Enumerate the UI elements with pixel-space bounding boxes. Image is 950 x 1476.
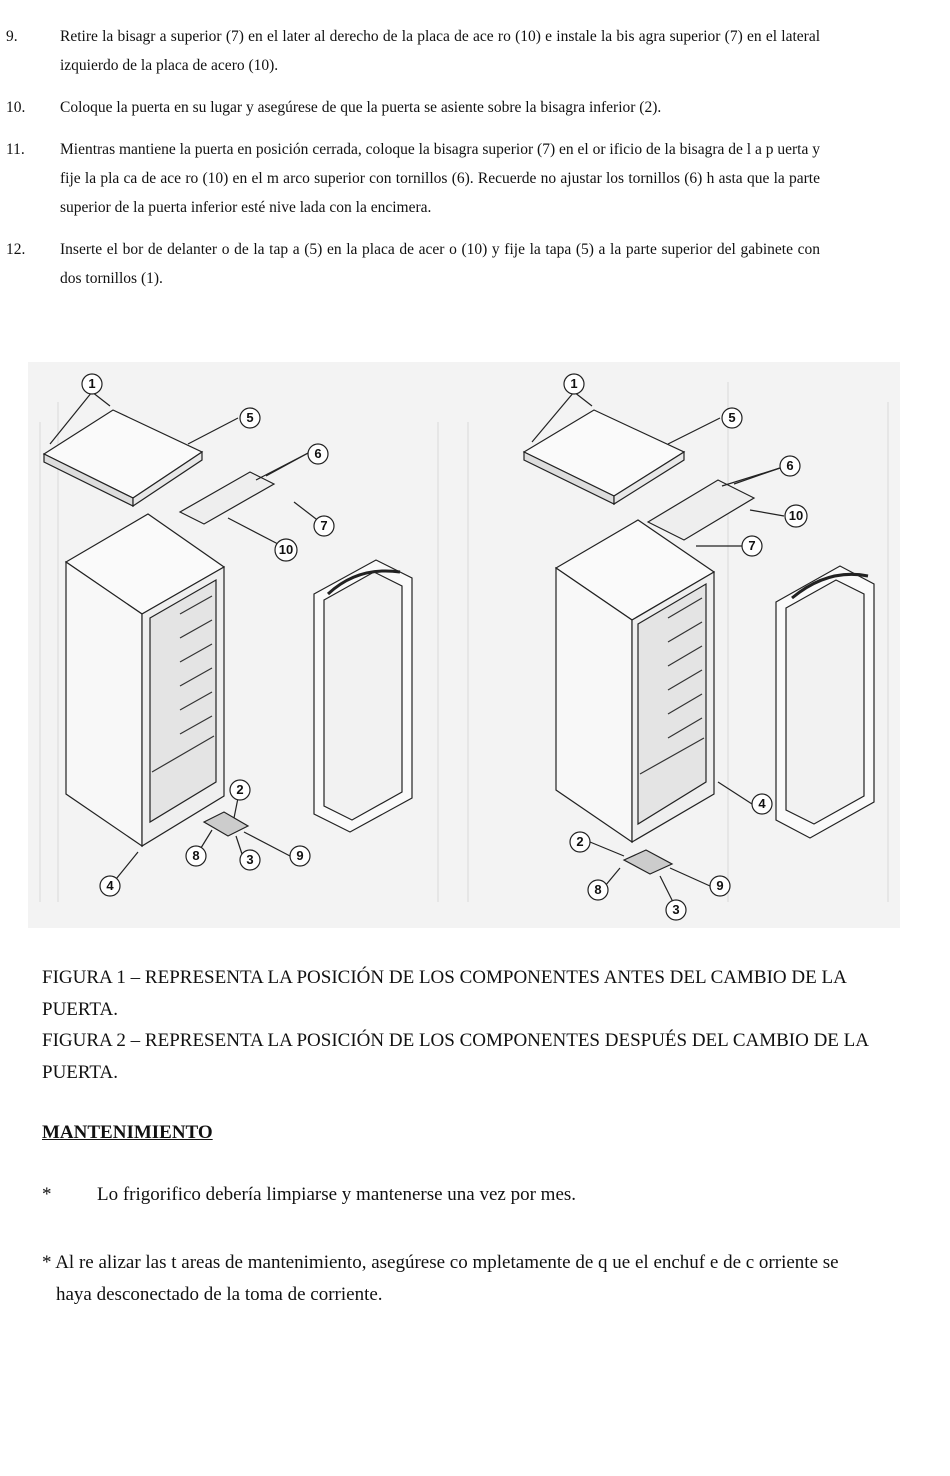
step-number: 11. xyxy=(6,141,25,158)
caption-figure-2: FIGURA 2 – REPRESENTA LA POSICIÓN DE LOS COMPONENTES DESPUÉS DEL CAMBIO DE LA PUERTA. xyxy=(42,1030,868,1083)
step-text: Inserte el bor de delanter o de la tap a (5) en la placa de acer o (10) y fije la tapa (5) a la parte superior del gabinete con dos tornillos (1). xyxy=(60,241,820,287)
svg-text:1: 1 xyxy=(88,376,96,391)
svg-text:4: 4 xyxy=(106,878,114,893)
maintenance-bullet-2 xyxy=(42,1247,932,1311)
svg-text:6: 6 xyxy=(314,446,322,461)
step-10 xyxy=(0,93,820,122)
bullet-text: Lo frigorifico debería limpiarse y mantenerse una vez por mes. xyxy=(97,1184,577,1205)
step-number: 10. xyxy=(6,99,26,116)
svg-text:10: 10 xyxy=(788,508,804,523)
step-11 xyxy=(0,135,820,222)
svg-text:4: 4 xyxy=(758,796,766,811)
caption-figure-1: FIGURA 1 – REPRESENTA LA POSICIÓN DE LOS COMPONENTES ANTES DEL CAMBIO DE LA PUERTA. xyxy=(42,967,846,1020)
svg-text:2: 2 xyxy=(576,834,584,849)
svg-text:8: 8 xyxy=(594,882,602,897)
svg-text:7: 7 xyxy=(320,518,328,533)
svg-text:5: 5 xyxy=(246,410,254,425)
svg-text:10: 10 xyxy=(278,542,294,557)
step-number: 9. xyxy=(6,28,18,45)
bullet-text-line-2: haya desconectado de la toma de corriente. xyxy=(56,1284,383,1305)
svg-text:9: 9 xyxy=(716,878,724,893)
maintenance-bullet-1 xyxy=(42,1184,576,1206)
svg-text:2: 2 xyxy=(236,782,244,797)
svg-text:3: 3 xyxy=(246,852,254,867)
step-text: Retire la bisagr a superior (7) en el later al derecho de la placa de ace ro (10) e instale la bis agra superior (7) en el lateral izquierdo de la placa de acero (10). xyxy=(60,28,820,74)
bullet-marker: * xyxy=(42,1184,52,1205)
figure-caption xyxy=(42,962,922,1088)
svg-text:9: 9 xyxy=(296,848,304,863)
step-text: Coloque la puerta en su lugar y asegúrese de que la puerta se asiente sobre la bisagra inferior (2). xyxy=(60,99,662,116)
step-9 xyxy=(0,22,820,80)
svg-text:5: 5 xyxy=(728,410,736,425)
svg-text:6: 6 xyxy=(786,458,794,473)
svg-text:8: 8 xyxy=(192,848,200,863)
svg-text:1: 1 xyxy=(570,376,578,391)
bullet-text-line-1: * Al re alizar las t areas de mantenimiento, asegúrese co mpletamente de q ue el enchuf e de c orriente se xyxy=(42,1252,839,1273)
step-text: Mientras mantiene la puerta en posición cerrada, coloque la bisagra superior (7) en el or ificio de la bisagra de l a p uerta y fije la pla ca de ace ro (10) en el m arco superior con tornillos (6). Recuerde no ajustar los tornillos (6) h asta que la parte superior de la puerta inferior esté nive lada con la encimera. xyxy=(60,141,820,216)
step-12 xyxy=(0,235,820,293)
maintenance-heading: MANTENIMIENTO xyxy=(42,1122,213,1143)
instruction-steps xyxy=(0,22,820,306)
step-number: 12. xyxy=(6,241,26,258)
svg-text:3: 3 xyxy=(672,902,680,917)
svg-text:7: 7 xyxy=(748,538,756,553)
exploded-diagrams xyxy=(28,362,900,928)
